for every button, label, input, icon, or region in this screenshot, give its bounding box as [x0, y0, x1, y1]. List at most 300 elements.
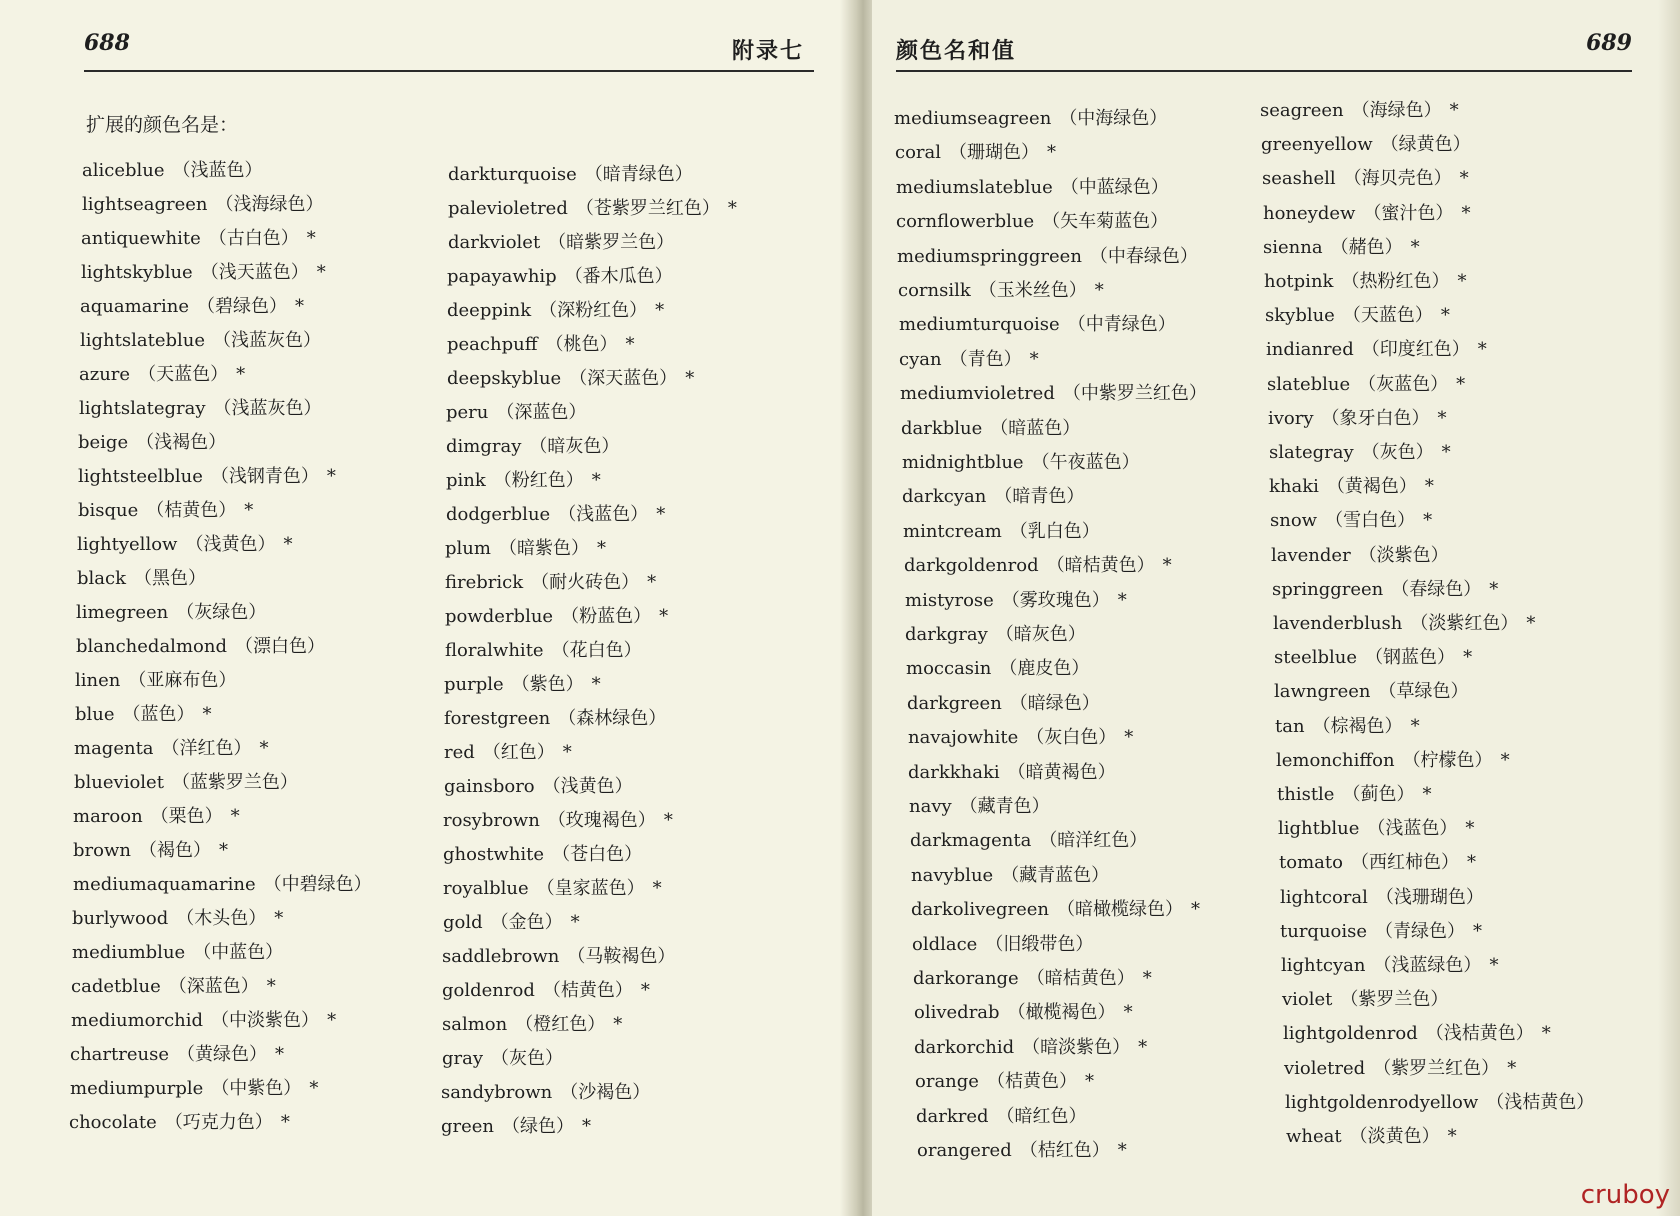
color-entry: [74, 738, 269, 760]
color-entry: [908, 727, 1133, 749]
color-name-zh: （雾玫瑰色）: [1001, 589, 1110, 611]
watermark: cruboy: [1580, 1180, 1670, 1210]
browser-support-star: *: [1456, 373, 1466, 395]
color-name-zh: （青绿色）: [1375, 920, 1466, 942]
color-entry: [912, 934, 1093, 956]
color-name-zh: （灰色）: [491, 1048, 564, 1069]
color-name-zh: （暗黄褐色）: [1007, 761, 1116, 783]
browser-support-star: *: [1507, 1057, 1517, 1079]
color-entry: [443, 844, 642, 866]
color-name-zh: （木头色）: [176, 908, 267, 929]
color-entry: [79, 398, 322, 420]
color-name-zh: （黄褐色）: [1326, 476, 1417, 498]
browser-support-star: *: [316, 262, 326, 283]
color-entry: [78, 466, 336, 488]
color-name-zh: （蓝色）: [122, 704, 195, 725]
color-name-zh: （绿黄色）: [1380, 134, 1471, 156]
color-name-zh: （雪白色）: [1325, 510, 1416, 532]
color-name-en: slategray: [1269, 442, 1354, 463]
color-name-en: sandybrown: [441, 1082, 553, 1103]
header-rule: [896, 70, 1632, 72]
color-entry: [444, 742, 572, 764]
color-entry: [443, 912, 580, 934]
color-entry: [896, 177, 1169, 199]
color-name-zh: （深蓝色）: [168, 976, 259, 997]
color-entry: [1266, 339, 1487, 361]
color-name-en: lightblue: [1278, 818, 1360, 840]
color-entry: [82, 160, 263, 182]
color-name-en: lightyellow: [77, 534, 178, 555]
color-name-zh: （棕褐色）: [1312, 715, 1403, 737]
color-entry: [444, 776, 633, 798]
browser-support-star: *: [283, 534, 293, 555]
color-name-zh: （浅蓝灰色）: [213, 398, 322, 419]
browser-support-star: *: [656, 504, 666, 525]
browser-support-star: *: [1463, 647, 1473, 669]
browser-support-star: *: [294, 296, 304, 317]
color-entry: [75, 704, 212, 726]
color-name-zh: （浅褐色）: [136, 432, 227, 453]
color-name-zh: （栗色）: [150, 806, 223, 827]
color-entry: [1267, 374, 1465, 396]
left-page-number: 688: [84, 30, 130, 56]
color-name-zh: （苍紫罗兰红色）: [575, 198, 720, 219]
color-entry: [446, 402, 586, 424]
color-name-en: darkolivegreen: [911, 899, 1049, 921]
color-entry: [442, 1048, 563, 1070]
browser-support-star: *: [1190, 899, 1200, 921]
color-name-en: mediumaquamarine: [73, 874, 256, 895]
color-name-zh: （粉红色）: [493, 470, 584, 491]
color-entry: [445, 606, 668, 628]
color-entry: [82, 194, 324, 216]
color-name-zh: （藏青蓝色）: [1001, 864, 1110, 886]
color-name-zh: （中淡紫色）: [211, 1010, 320, 1031]
color-name-en: mistyrose: [905, 589, 994, 611]
color-entry: [1263, 237, 1420, 259]
color-entry: [900, 383, 1207, 405]
color-name-en: magenta: [74, 738, 154, 759]
page-edge: [1658, 0, 1680, 1216]
color-name-zh: （春绿色）: [1391, 578, 1482, 600]
color-name-en: deepskyblue: [447, 368, 562, 389]
color-name-en: snow: [1270, 510, 1318, 532]
color-name-zh: （珊瑚色）: [949, 142, 1040, 164]
color-entry: [442, 946, 675, 968]
color-name-en: violetred: [1284, 1057, 1366, 1079]
color-name-en: darkkhaki: [908, 761, 1000, 783]
color-name-en: cornflowerblue: [896, 211, 1035, 233]
color-entry: [78, 432, 226, 454]
color-name-en: moccasin: [906, 658, 992, 680]
color-name-zh: （橙红色）: [515, 1014, 606, 1035]
color-entry: [448, 198, 737, 220]
color-name-en: lavender: [1271, 544, 1351, 566]
color-entry: [1265, 305, 1450, 327]
color-entry: [1280, 921, 1482, 943]
color-name-zh: （浅蓝绿色）: [1373, 955, 1482, 976]
color-entry: [446, 470, 601, 492]
color-name-en: darkturquoise: [448, 164, 577, 185]
color-entry: [1269, 476, 1434, 498]
color-name-zh: （暗洋红色）: [1039, 830, 1148, 852]
color-name-en: darkcyan: [902, 486, 987, 508]
color-entry: [1270, 510, 1432, 532]
color-entry: [907, 693, 1100, 715]
browser-support-star: *: [1437, 407, 1447, 429]
color-entry: [1277, 784, 1431, 806]
browser-support-star: *: [1084, 1071, 1094, 1093]
color-name-en: antiquewhite: [81, 228, 201, 249]
color-entry: [444, 674, 601, 696]
color-entry: [899, 314, 1176, 336]
browser-support-star: *: [685, 368, 695, 389]
browser-support-star: *: [218, 840, 228, 861]
browser-support-star: *: [280, 1112, 290, 1133]
color-name-en: ivory: [1268, 407, 1314, 429]
color-name-en: purple: [444, 674, 504, 695]
color-name-en: deeppink: [447, 300, 532, 321]
color-name-zh: （印度红色）: [1361, 339, 1470, 361]
color-entry: [905, 624, 1086, 646]
color-name-en: plum: [445, 538, 491, 559]
browser-support-star: *: [596, 538, 606, 559]
color-name-zh: （灰色）: [1361, 442, 1434, 463]
color-name-zh: （鹿皮色）: [999, 658, 1090, 680]
color-name-en: midnightblue: [902, 452, 1024, 473]
header-rule: [84, 70, 814, 72]
browser-support-star: *: [562, 742, 572, 763]
color-entry: [78, 500, 253, 522]
color-name-zh: （柠檬色）: [1402, 749, 1493, 771]
browser-support-star: *: [591, 674, 601, 695]
color-name-zh: （海贝壳色）: [1343, 168, 1452, 190]
color-name-zh: （天蓝色）: [138, 364, 229, 385]
color-name-en: tomato: [1279, 852, 1343, 874]
browser-support-star: *: [1500, 749, 1510, 771]
color-name-en: thistle: [1277, 784, 1335, 805]
color-name-zh: （灰绿色）: [176, 602, 267, 623]
color-entry: [902, 486, 1084, 508]
color-name-en: mediumorchid: [71, 1010, 204, 1031]
color-entry: [1264, 271, 1466, 293]
color-name-zh: （暗桔黄色）: [1026, 968, 1135, 989]
browser-support-star: *: [327, 1010, 337, 1031]
color-entry: [1280, 887, 1484, 909]
browser-support-star: *: [655, 300, 665, 321]
color-entry: [897, 246, 1198, 268]
color-entry: [445, 538, 606, 560]
color-name-zh: （桔黄色）: [146, 500, 237, 521]
color-name-zh: （暗淡紫色）: [1022, 1036, 1131, 1058]
color-name-en: forestgreen: [444, 708, 551, 729]
color-name-zh: （灰蓝色）: [1358, 373, 1449, 395]
color-name-zh: （中海绿色）: [1059, 108, 1168, 129]
browser-support-star: *: [274, 1044, 284, 1065]
color-name-zh: （青色）: [949, 348, 1022, 370]
left-header-title: 附录七: [731, 38, 804, 64]
browser-support-star: *: [1449, 100, 1459, 121]
color-name-zh: （热粉红色）: [1341, 271, 1450, 292]
color-name-en: darkgray: [905, 624, 988, 645]
color-entry: [74, 772, 298, 794]
color-name-zh: （西红柿色）: [1350, 852, 1459, 874]
browser-support-star: *: [1047, 142, 1057, 164]
color-name-zh: （中蓝色）: [193, 942, 284, 963]
color-name-zh: （钢蓝色）: [1365, 647, 1456, 669]
color-name-en: mediumslateblue: [896, 176, 1053, 198]
color-name-en: goldenrod: [442, 980, 535, 1001]
browser-support-star: *: [647, 572, 657, 593]
color-entry: [76, 602, 266, 624]
color-entry: [1272, 579, 1498, 601]
color-entry: [1276, 750, 1510, 772]
color-name-zh: （花白色）: [551, 640, 642, 661]
color-entry: [896, 211, 1168, 233]
color-name-en: sienna: [1263, 236, 1323, 258]
color-name-en: honeydew: [1263, 202, 1356, 224]
color-name-en: oldlace: [912, 933, 978, 955]
browser-support-star: *: [1094, 280, 1104, 301]
color-name-en: lightslateblue: [80, 330, 205, 351]
color-name-en: darkorange: [913, 968, 1019, 989]
color-name-en: darkblue: [901, 417, 983, 439]
color-name-en: mediumvioletred: [900, 383, 1055, 405]
color-name-en: cadetblue: [71, 976, 161, 997]
color-name-en: cyan: [899, 348, 942, 370]
color-name-zh: （暗灰色）: [995, 624, 1086, 645]
color-name-en: mintcream: [903, 520, 1002, 542]
color-name-zh: （玫瑰褐色）: [547, 810, 656, 831]
color-name-zh: （天蓝色）: [1342, 305, 1433, 327]
color-entry: [909, 796, 1050, 818]
color-name-en: blanchedalmond: [76, 636, 227, 657]
color-entry: [911, 865, 1109, 887]
color-name-en: darkorchid: [914, 1036, 1015, 1058]
color-name-zh: （午夜蓝色）: [1031, 452, 1140, 473]
color-entry: [79, 364, 245, 386]
color-name-zh: （耐火砖色）: [531, 572, 640, 593]
browser-support-star: *: [1410, 236, 1420, 258]
color-entry: [446, 436, 619, 458]
color-name-zh: （红色）: [482, 742, 555, 763]
color-entry: [916, 1106, 1087, 1128]
browser-support-star: *: [1124, 727, 1134, 749]
color-name-en: papayawhip: [447, 266, 557, 287]
color-name-zh: （浅钢青色）: [210, 466, 319, 487]
color-entry: [446, 504, 665, 526]
color-name-en: green: [441, 1116, 495, 1137]
left-page-header: [84, 26, 814, 66]
color-name-zh: （深蓝色）: [496, 402, 587, 423]
color-name-en: black: [77, 568, 126, 589]
color-name-en: violet: [1282, 989, 1333, 1011]
color-name-en: orangered: [917, 1140, 1012, 1161]
browser-support-star: *: [659, 606, 669, 627]
intro-text: 扩展的颜色名是：: [86, 114, 239, 136]
color-entry: [72, 942, 283, 964]
color-entry: [73, 874, 372, 896]
color-entry: [915, 1071, 1094, 1093]
right-header-title: 颜色名和值: [896, 38, 1017, 64]
color-name-zh: （暗青绿色）: [584, 164, 693, 185]
browser-support-star: *: [1440, 305, 1450, 327]
color-entry: [1274, 647, 1472, 669]
color-entry: [902, 452, 1140, 474]
color-name-en: mediumblue: [72, 942, 186, 963]
color-name-zh: （淡紫红色）: [1410, 613, 1519, 634]
browser-support-star: *: [1029, 348, 1039, 370]
color-name-zh: （玉米丝色）: [978, 280, 1087, 301]
color-name-zh: （暗紫罗兰色）: [548, 232, 675, 253]
color-entry: [81, 228, 316, 250]
color-entry: [70, 1078, 318, 1100]
color-name-en: maroon: [73, 806, 143, 827]
color-entry: [73, 806, 240, 828]
browser-support-star: *: [640, 980, 650, 1001]
color-entry: [443, 810, 673, 832]
right-page-number: 689: [1586, 30, 1632, 56]
color-name-zh: （绿色）: [502, 1116, 575, 1137]
browser-support-star: *: [652, 878, 662, 899]
browser-support-star: *: [1526, 613, 1536, 634]
color-name-zh: （洋红色）: [161, 738, 252, 759]
color-name-en: navy: [909, 796, 952, 817]
color-name-en: lightsteelblue: [78, 466, 203, 487]
color-name-zh: （亚麻布色）: [128, 670, 237, 691]
color-name-en: lightgoldenrodyellow: [1285, 1091, 1479, 1113]
color-entry: [448, 164, 693, 186]
color-name-en: springgreen: [1272, 578, 1384, 600]
color-name-zh: （浅黄色）: [542, 776, 633, 797]
color-name-zh: （暗桔黄色）: [1046, 555, 1155, 577]
color-name-zh: （浅桔黄色）: [1425, 1023, 1534, 1045]
color-name-en: linen: [75, 670, 121, 691]
color-name-zh: （暗蓝色）: [990, 417, 1081, 439]
color-name-en: bisque: [78, 500, 139, 521]
color-entry: [910, 830, 1147, 852]
color-entry: [448, 232, 674, 254]
color-entry: [1262, 168, 1469, 190]
color-entry: [1284, 1058, 1516, 1080]
browser-support-star: *: [1123, 1002, 1133, 1024]
color-name-zh: （暗绿色）: [1009, 692, 1100, 714]
color-name-en: cornsilk: [898, 280, 971, 301]
color-name-zh: （沙褐色）: [560, 1082, 651, 1103]
color-name-en: lawngreen: [1274, 681, 1371, 703]
color-name-zh: （暗红色）: [996, 1105, 1087, 1127]
browser-support-star: *: [309, 1078, 319, 1099]
browser-support-star: *: [1477, 339, 1487, 361]
color-name-zh: （浅蓝灰色）: [213, 330, 321, 351]
color-entry: [80, 330, 321, 352]
browser-support-star: *: [1489, 578, 1499, 600]
color-name-zh: （黄绿色）: [176, 1044, 267, 1065]
color-entry: [1268, 408, 1447, 430]
color-entry: [444, 708, 666, 730]
color-name-en: aliceblue: [82, 160, 165, 181]
color-name-en: floralwhite: [445, 640, 544, 661]
color-name-zh: （漂白色）: [234, 636, 325, 657]
color-name-en: azure: [79, 364, 131, 385]
color-name-en: mediumturquoise: [899, 314, 1060, 336]
color-name-en: chartreuse: [70, 1044, 169, 1065]
color-entry: [447, 266, 673, 288]
color-name-zh: （海绿色）: [1351, 100, 1442, 121]
color-name-zh: （紫色）: [511, 674, 584, 695]
color-name-zh: （中紫罗兰红色）: [1062, 383, 1207, 405]
color-name-en: indianred: [1266, 339, 1354, 361]
color-name-en: pink: [446, 470, 486, 491]
color-entry: [1279, 852, 1476, 874]
color-entry: [914, 1002, 1133, 1024]
color-entry: [913, 968, 1152, 990]
color-entry: [1271, 545, 1449, 567]
color-name-en: turquoise: [1280, 920, 1368, 942]
color-entry: [1283, 1023, 1551, 1045]
browser-support-star: *: [663, 810, 673, 831]
color-entry: [442, 980, 650, 1002]
browser-support-star: *: [1142, 968, 1152, 989]
color-name-zh: （淡黄色）: [1349, 1126, 1440, 1147]
color-entry: [77, 568, 206, 590]
color-name-en: beige: [78, 432, 129, 453]
color-name-en: khaki: [1269, 476, 1319, 498]
color-name-en: olivedrab: [914, 1002, 1000, 1024]
color-entry: [908, 762, 1116, 784]
browser-support-star: *: [202, 704, 212, 725]
color-name-zh: （粉蓝色）: [561, 606, 652, 627]
color-name-zh: （金色）: [490, 912, 563, 933]
browser-support-star: *: [259, 738, 269, 759]
browser-support-star: *: [582, 1116, 592, 1137]
color-name-zh: （中青绿色）: [1067, 314, 1176, 336]
browser-support-star: *: [1457, 271, 1467, 292]
color-name-zh: （蜜汁色）: [1363, 202, 1454, 224]
color-name-en: darkgreen: [907, 692, 1002, 714]
color-entry: [1275, 716, 1420, 738]
color-name-zh: （乳白色）: [1009, 520, 1100, 542]
color-name-en: darkgoldenrod: [904, 555, 1039, 577]
browser-support-star: *: [1447, 1126, 1457, 1147]
color-name-zh: （蓝紫罗兰色）: [171, 772, 298, 793]
browser-support-star: *: [1466, 852, 1476, 874]
color-entry: [917, 1140, 1127, 1162]
color-entry: [904, 555, 1172, 577]
color-name-zh: （暗灰色）: [529, 436, 620, 457]
color-entry: [442, 1014, 622, 1036]
browser-support-star: *: [591, 470, 601, 491]
color-entry: [72, 908, 283, 930]
browser-support-star: *: [1138, 1036, 1148, 1058]
browser-support-star: *: [1489, 955, 1499, 976]
color-name-en: lightgoldenrod: [1283, 1023, 1418, 1045]
color-entry: [71, 1010, 336, 1032]
color-name-zh: （中蓝绿色）: [1060, 176, 1169, 198]
color-name-en: gainsboro: [444, 776, 535, 797]
color-entry: [1285, 1092, 1594, 1114]
color-name-zh: （深天蓝色）: [569, 368, 678, 389]
color-entry: [1281, 955, 1498, 977]
color-entry: [447, 334, 634, 356]
color-name-zh: （赭色）: [1330, 236, 1403, 258]
browser-support-star: *: [1461, 202, 1471, 224]
color-name-en: powderblue: [445, 606, 554, 627]
color-name-zh: （暗橄榄绿色）: [1056, 899, 1183, 921]
color-entry: [71, 976, 276, 998]
color-entry: [69, 1112, 290, 1134]
color-entry: [901, 418, 1080, 440]
